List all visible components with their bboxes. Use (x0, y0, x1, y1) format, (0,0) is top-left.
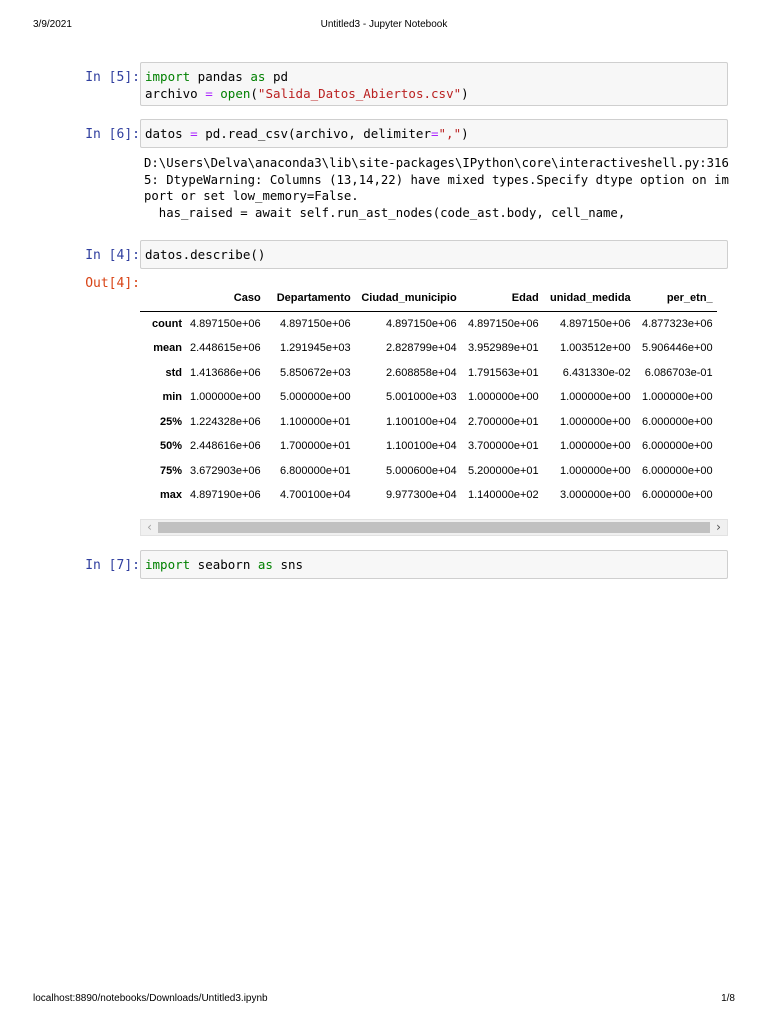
table-cell: 1.140000e+02 (468, 489, 539, 502)
table-row (140, 336, 717, 361)
table-cell: 1.291945e+03 (280, 342, 351, 355)
scroll-right-arrow-icon[interactable]: › (716, 520, 721, 534)
table-cell: 1.700000e+01 (280, 440, 351, 453)
table-header-row (140, 286, 717, 311)
row-index: 25% (140, 410, 186, 435)
table-cell: 3.700000e+01 (468, 440, 539, 453)
column-header: unidad_medida (543, 286, 635, 311)
code-input[interactable] (140, 550, 728, 579)
code-text: sns (272, 557, 304, 572)
print-date: 3/9/2021 (33, 19, 72, 30)
code-text: archivo (145, 86, 206, 101)
horizontal-scrollbar[interactable] (140, 519, 728, 536)
table-cell: 1.003512e+00 (560, 342, 631, 355)
table-cell: 1.000000e+00 (543, 459, 635, 484)
operator: = (430, 126, 439, 141)
table-cell: 2.828799e+04 (386, 342, 457, 355)
table-cell: 9.977300e+04 (386, 489, 457, 502)
code-text: ( (250, 86, 258, 101)
table-cell: 2.448616e+06 (190, 440, 261, 453)
column-header: Caso (186, 286, 265, 311)
table-row (140, 361, 717, 386)
table-cell: 2.608858e+04 (355, 361, 461, 386)
code-text: ) (461, 86, 469, 101)
table-cell: 1.000000e+00 (543, 410, 635, 435)
keyword: as (250, 69, 266, 84)
code-text: pd.read_csv(archivo, delimiter (197, 126, 431, 141)
table-cell: 4.897150e+06 (543, 311, 635, 336)
code-input[interactable]: datos.describe() (140, 240, 728, 269)
row-index: 75% (140, 459, 186, 484)
table-cell: 6.000000e+00 (635, 459, 717, 484)
table-cell: 4.897190e+06 (190, 489, 261, 502)
code-input[interactable] (140, 119, 728, 148)
code-text: ) (461, 126, 469, 141)
table-cell: 2.700000e+01 (461, 410, 543, 435)
table-row (140, 459, 717, 484)
scroll-left-arrow-icon[interactable]: ‹ (147, 520, 152, 534)
table-cell: 3.000000e+00 (560, 489, 631, 502)
column-header: Departamento (265, 286, 355, 311)
table-cell: 4.700100e+04 (280, 489, 351, 502)
code-cell-3[interactable] (80, 240, 728, 540)
code-cell-1[interactable] (80, 62, 728, 106)
table-cell: 6.800000e+01 (265, 459, 355, 484)
column-header: Edad (461, 286, 543, 311)
table-cell: 1.224328e+06 (186, 410, 265, 435)
row-index: max (159, 489, 182, 502)
string-literal: "," (438, 126, 462, 141)
table-row (140, 410, 717, 435)
table-cell: 3.952989e+01 (468, 342, 539, 355)
keyword: import (145, 557, 191, 572)
table-cell: 5.001000e+03 (386, 391, 457, 404)
table-cell: 1.000000e+00 (190, 391, 261, 404)
code-input[interactable] (140, 62, 728, 106)
row-index: 50% (159, 440, 182, 453)
output-prompt: Out[4]: (85, 276, 140, 291)
table-cell: 1.791563e+01 (461, 361, 543, 386)
table-cell: 4.897150e+06 (461, 311, 543, 336)
code-text: datos (145, 126, 191, 141)
table-cell: 1.000000e+00 (560, 391, 631, 404)
operator: = (190, 126, 198, 141)
table-cell: 1.000000e+00 (560, 440, 631, 453)
table-cell: 4.877323e+06 (635, 311, 717, 336)
row-index: mean (153, 342, 182, 355)
table-cell: 6.086703e-01 (635, 361, 717, 386)
table-cell: 5.850672e+03 (265, 361, 355, 386)
input-prompt: In [4]: (85, 248, 140, 263)
table-cell: 2.448615e+06 (190, 342, 261, 355)
row-index: std (140, 361, 186, 386)
table-cell: 4.897150e+06 (265, 311, 355, 336)
index-header (140, 286, 186, 311)
string-literal: "Salida_Datos_Abiertos.csv" (257, 86, 462, 101)
builtin: open (220, 86, 251, 101)
scroll-thumb[interactable] (158, 522, 710, 533)
table-cell: 4.897150e+06 (355, 311, 461, 336)
code-cell-2[interactable] (80, 119, 728, 229)
input-prompt: In [5]: (85, 70, 140, 85)
code-cell-4[interactable] (80, 550, 728, 579)
table-cell: 6.000000e+00 (642, 440, 713, 453)
table-cell: 4.897150e+06 (186, 311, 265, 336)
page-title: Untitled3 - Jupyter Notebook (320, 19, 448, 30)
table-row (140, 434, 717, 459)
page-url: localhost:8890/notebooks/Downloads/Untitled3.ipynb (33, 993, 268, 1004)
table-cell: 6.000000e+00 (642, 489, 713, 502)
keyword: as (257, 557, 273, 572)
operator: = (205, 86, 213, 101)
table-cell: 1.000000e+00 (468, 391, 539, 404)
code-text: pd (265, 69, 289, 84)
input-prompt: In [6]: (85, 127, 140, 142)
table-cell: 5.000000e+00 (280, 391, 351, 404)
code-text: pandas (190, 69, 251, 84)
table-cell: 5.200000e+01 (461, 459, 543, 484)
column-header: Ciudad_municipio (355, 286, 461, 311)
describe-table (140, 286, 717, 508)
table-cell: 6.000000e+00 (635, 410, 717, 435)
keyword: import (145, 69, 191, 84)
table-cell: 1.100100e+04 (386, 440, 457, 453)
table-row (140, 385, 717, 410)
page-number: 1/8 (721, 993, 735, 1004)
table-cell: 1.000000e+00 (642, 391, 713, 404)
column-header: per_etn_ (635, 286, 717, 311)
table-cell: 1.100000e+01 (265, 410, 355, 435)
dataframe-output (140, 286, 728, 508)
input-prompt: In [7]: (85, 558, 140, 573)
table-cell: 3.672903e+06 (186, 459, 265, 484)
table-cell: 5.906446e+00 (642, 342, 713, 355)
table-cell: 1.100100e+04 (355, 410, 461, 435)
code-text: seaborn (190, 557, 258, 572)
table-cell: 5.000600e+04 (355, 459, 461, 484)
table-row (140, 483, 717, 508)
table-row (140, 311, 717, 336)
table-cell: 6.431330e-02 (543, 361, 635, 386)
row-index: count (140, 311, 186, 336)
stderr-output: D:\Users\Delva\anaconda3\lib\site-packages\IPython\core\interactiveshell.py:316 5: DtypeWarning: Columns (13,14,22) have mixed types.Specify dtype option on im port or set low_memory=False. has_raised = await self.run_ast_nodes(code_ast.body, cell_name, (144, 156, 729, 220)
table-cell: 1.413686e+06 (186, 361, 265, 386)
row-index: min (162, 391, 182, 404)
